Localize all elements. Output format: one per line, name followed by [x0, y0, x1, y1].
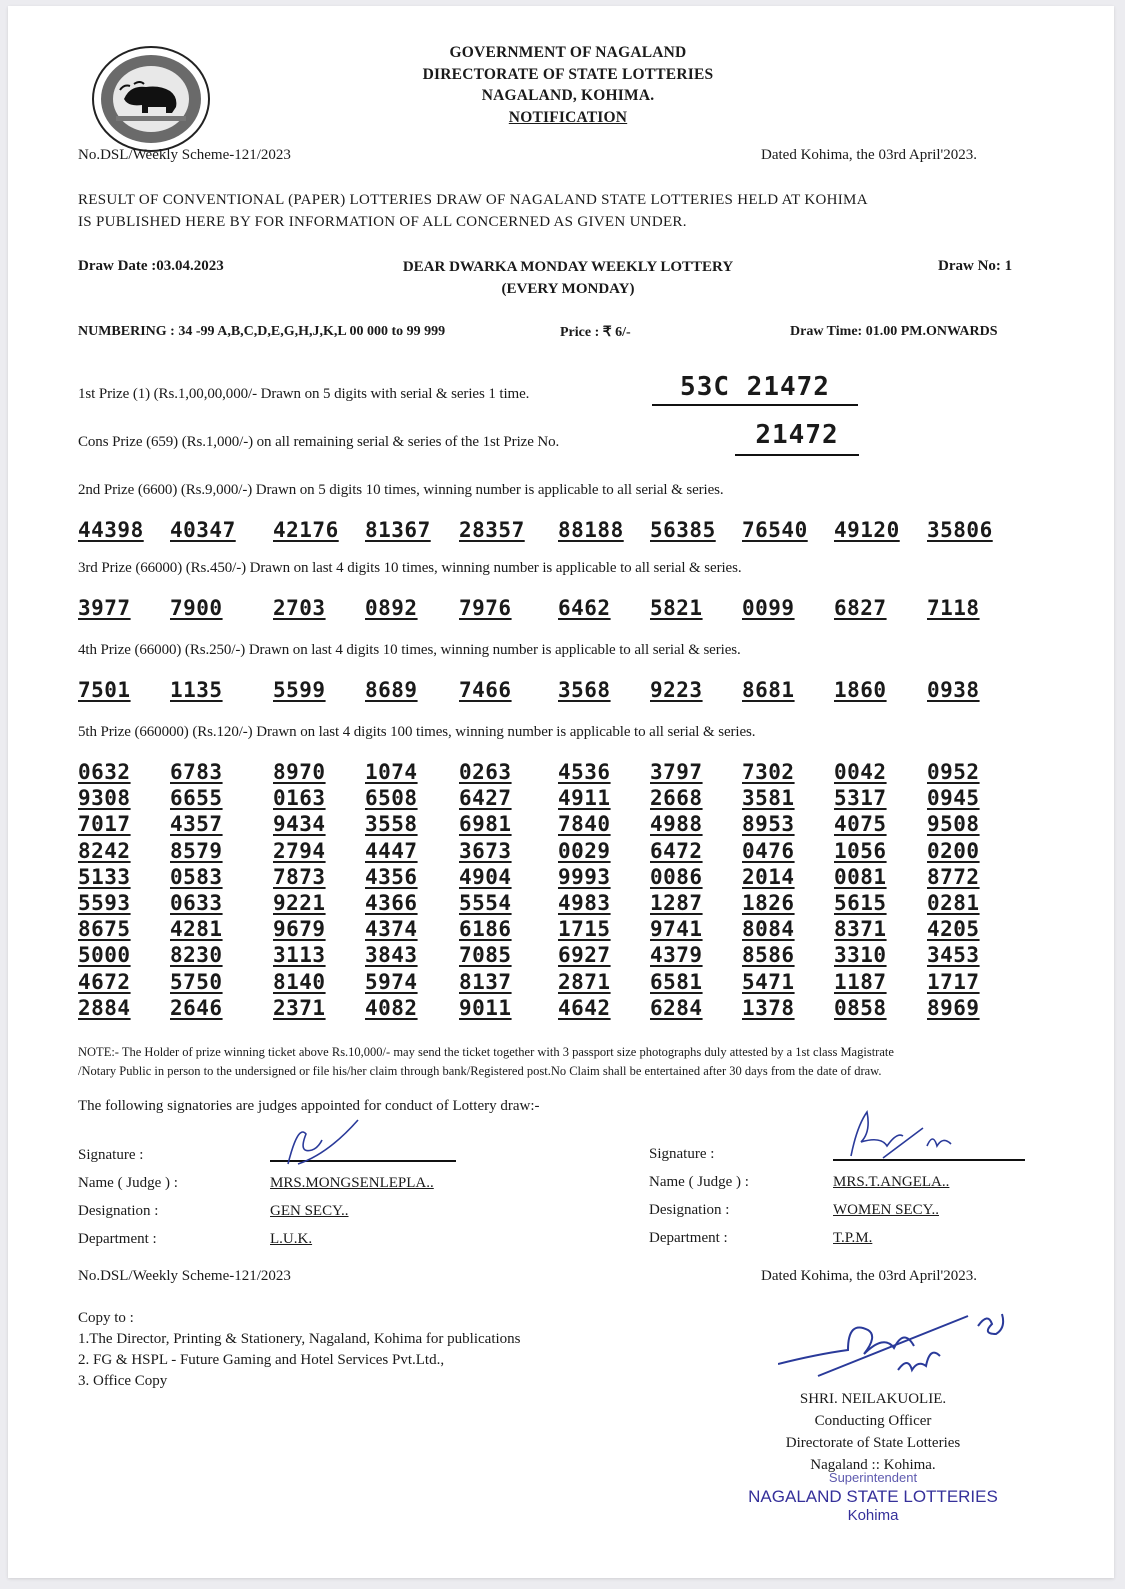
fifth-prize-row [78, 943, 1078, 969]
winning-number: 7900 [170, 596, 223, 620]
winning-number: 3310 [834, 943, 887, 968]
winning-number: 1056 [834, 838, 887, 863]
winning-number: 6508 [365, 786, 418, 811]
winning-number: 7840 [558, 812, 611, 837]
winning-number: 4447 [365, 838, 418, 863]
winning-number: 4356 [365, 864, 418, 889]
winning-number: 8586 [742, 943, 795, 968]
conducting-officer-block [748, 1388, 998, 1476]
winning-number: 3568 [558, 678, 611, 702]
winning-number: 8579 [170, 838, 223, 863]
winning-number: 0163 [273, 786, 326, 811]
judge-2-labels [649, 1140, 749, 1252]
winning-number: 4379 [650, 943, 703, 968]
winning-number: 5471 [742, 969, 795, 994]
signature-label: Signature : [78, 1147, 144, 1163]
winning-number: 2871 [558, 969, 611, 994]
winning-number: 5317 [834, 786, 887, 811]
winning-number: 4374 [365, 917, 418, 942]
winning-number: 88188 [558, 518, 624, 542]
header-line-directorate: DIRECTORATE OF STATE LOTTERIES [422, 65, 714, 83]
draw-time: Draw Time: 01.00 PM.ONWARDS [790, 324, 998, 339]
winning-number: 8675 [78, 917, 131, 942]
stamp-line-2: NAGALAND STATE LOTTERIES [748, 1487, 998, 1506]
letterhead [368, 42, 768, 128]
winning-number: 0476 [742, 838, 795, 863]
draw-number: Draw No: 1 [938, 258, 1013, 274]
winning-number: 8772 [927, 864, 980, 889]
winning-number: 4357 [170, 812, 223, 837]
copy-to-item: 2. FG & HSPL - Future Gaming and Hotel Services Pvt.Ltd., [78, 1352, 445, 1368]
name-label: Name ( Judge ) : [649, 1174, 749, 1190]
intro-paragraph [78, 189, 868, 233]
fifth-prize-row [78, 917, 1078, 943]
winning-number: 0200 [927, 838, 980, 863]
fifth-prize-row [78, 996, 1078, 1022]
winning-number: 6186 [459, 917, 512, 942]
judge-2-signature [843, 1106, 983, 1171]
fourth-prize-numbers [78, 678, 1078, 708]
winning-number: 4911 [558, 786, 611, 811]
copy-to-block [78, 1308, 521, 1392]
department-label: Department : [78, 1231, 157, 1247]
winning-number: 3673 [459, 838, 512, 863]
winning-number: 3113 [273, 943, 326, 968]
winning-number: 8084 [742, 917, 795, 942]
copy-to-item: 1.The Director, Printing & Stationery, Nagaland, Kohima for publications [78, 1331, 521, 1347]
official-stamp [728, 1468, 1018, 1525]
header-notification-title: NOTIFICATION [508, 108, 628, 126]
winning-number: 9308 [78, 786, 131, 811]
fifth-prize-description: 5th Prize (660000) (Rs.120/-) Drawn on last 4 digits 100 times, winning number is applicable to all serial & series. [78, 724, 756, 740]
winning-number: 9508 [927, 812, 980, 837]
numbering-info: NUMBERING : 34 -99 A,B,C,D,E,G,H,J,K,L 00 000 to 99 999 [78, 324, 446, 339]
draw-date: Draw Date :03.04.2023 [78, 258, 224, 274]
third-prize-numbers [78, 596, 1078, 626]
winning-number: 0858 [834, 995, 887, 1020]
winning-number: 6655 [170, 786, 223, 811]
intro-line-1: RESULT OF CONVENTIONAL (PAPER) LOTTERIES DRAW OF NAGALAND STATE LOTTERIES HELD AT KOHIMA [78, 192, 868, 208]
winning-number: 0029 [558, 838, 611, 863]
fifth-prize-row [78, 891, 1078, 917]
winning-number: 0938 [927, 678, 980, 702]
claim-note [78, 1043, 1048, 1081]
winning-number: 1860 [834, 678, 887, 702]
winning-number: 1135 [170, 678, 223, 702]
winning-number: 5554 [459, 891, 512, 915]
winning-number: 1717 [927, 969, 980, 994]
winning-number: 4988 [650, 812, 703, 837]
winning-number: 1187 [834, 969, 887, 994]
winning-number: 2371 [273, 995, 326, 1020]
judge-2-details [833, 1168, 949, 1252]
cons-prize-description: Cons Prize (659) (Rs.1,000/-) on all remaining serial & series of the 1st Prize No. [78, 434, 560, 450]
cons-prize-number: 21472 [755, 420, 839, 450]
winning-number: 3558 [365, 812, 418, 837]
winning-number: 8140 [273, 969, 326, 994]
officer-title: Conducting Officer [814, 1413, 932, 1429]
officer-org: Directorate of State Lotteries [785, 1435, 961, 1451]
winning-number: 2668 [650, 786, 703, 811]
officer-place: Nagaland :: Kohima. [810, 1457, 936, 1473]
winning-number: 8953 [742, 812, 795, 837]
copy-to-label: Copy to : [78, 1310, 134, 1326]
winning-number: 8371 [834, 917, 887, 942]
winning-number: 5599 [273, 678, 326, 702]
winning-number: 8970 [273, 760, 326, 784]
winning-number: 6427 [459, 786, 512, 811]
designation-label: Designation : [78, 1203, 159, 1219]
winning-number: 4536 [558, 760, 611, 784]
claim-note-line-2: /Notary Public in person to the undersigned or file his/her claim through bank/Registered post.No Claim shall be entertained after 30 days from the date of draw. [78, 1064, 882, 1078]
judge-1-labels [78, 1141, 178, 1253]
header-line-government: GOVERNMENT OF NAGALAND [449, 44, 687, 61]
claim-note-line-1: NOTE:- The Holder of prize winning ticket above Rs.10,000/- may send the ticket together with 3 passport size photographs duly attested by a 1st class Magistrate [78, 1045, 894, 1059]
winning-number: 8969 [927, 995, 980, 1020]
fifth-prize-row [78, 970, 1078, 996]
officer-name: SHRI. NEILAKUOLIE. [799, 1391, 947, 1407]
winning-number: 8681 [742, 678, 795, 702]
fifth-prize-row [78, 786, 1078, 812]
winning-number: 0633 [170, 891, 223, 915]
winning-number: 9221 [273, 891, 326, 915]
lottery-title-block [338, 256, 798, 300]
third-prize-description: 3rd Prize (66000) (Rs.450/-) Drawn on last 4 digits 10 times, winning number is applicable to all serial & series. [78, 560, 742, 576]
winning-number: 5133 [78, 864, 131, 889]
reference-number: No.DSL/Weekly Scheme-121/2023 [78, 147, 291, 163]
judge-1-designation: GEN SECY.. [270, 1203, 349, 1219]
winning-number: 5000 [78, 943, 131, 968]
winning-number: 5821 [650, 596, 703, 620]
winning-number: 2703 [273, 596, 326, 620]
winning-number: 49120 [834, 518, 900, 542]
notification-page [8, 6, 1114, 1578]
winning-number: 2646 [170, 995, 223, 1020]
department-label: Department : [649, 1230, 728, 1246]
winning-number: 5615 [834, 891, 887, 915]
winning-number: 1826 [742, 891, 795, 915]
winning-number: 76540 [742, 518, 808, 542]
winning-number: 4672 [78, 969, 131, 994]
winning-number: 6284 [650, 995, 703, 1020]
winning-number: 7466 [459, 678, 512, 702]
winning-number: 2014 [742, 864, 795, 889]
winning-number: 1287 [650, 891, 703, 915]
winning-number: 7501 [78, 678, 131, 702]
ticket-price: Price : ₹ 6/- [560, 325, 631, 340]
winning-number: 0952 [927, 760, 980, 784]
winning-number: 6981 [459, 812, 512, 837]
designation-label: Designation : [649, 1202, 730, 1218]
judge-1-name: MRS.MONGSENLEPLA.. [270, 1175, 434, 1191]
dated-line: Dated Kohima, the 03rd April'2023. [761, 147, 977, 163]
footer-reference-number: No.DSL/Weekly Scheme-121/2023 [78, 1268, 291, 1284]
winning-number: 4082 [365, 995, 418, 1020]
winning-number: 44398 [78, 518, 144, 542]
winning-number: 1074 [365, 760, 418, 784]
winning-number: 1715 [558, 917, 611, 942]
winning-number: 8689 [365, 678, 418, 702]
fifth-prize-row [78, 812, 1078, 838]
winning-number: 6581 [650, 969, 703, 994]
first-prize-number-box [652, 372, 858, 406]
second-prize-description: 2nd Prize (6600) (Rs.9,000/-) Drawn on 5 digits 10 times, winning number is applicable to all serial & series. [78, 482, 724, 498]
winning-number: 8242 [78, 838, 131, 863]
winning-number: 0086 [650, 864, 703, 889]
lottery-subtitle: (EVERY MONDAY) [501, 281, 635, 297]
winning-number: 6462 [558, 596, 611, 620]
winning-number: 5750 [170, 969, 223, 994]
winning-number: 4366 [365, 891, 418, 915]
signature-label: Signature : [649, 1146, 715, 1162]
winning-number: 1378 [742, 995, 795, 1020]
winning-number: 35806 [927, 518, 993, 542]
winning-number: 56385 [650, 518, 716, 542]
stamp-line-3: Kohima [847, 1507, 899, 1524]
intro-line-2: IS PUBLISHED HERE BY FOR INFORMATION OF ALL CONCERNED AS GIVEN UNDER. [78, 214, 687, 230]
winning-number: 4205 [927, 917, 980, 942]
winning-number: 0945 [927, 786, 980, 811]
winning-number: 42176 [273, 518, 339, 542]
government-of-nagaland-emblem-icon [90, 44, 212, 154]
winning-number: 0281 [927, 891, 980, 915]
winning-number: 0263 [459, 760, 512, 784]
winning-number: 81367 [365, 518, 431, 542]
winning-number: 0081 [834, 864, 887, 889]
winning-number: 5593 [78, 891, 131, 915]
judge-2-department: T.P.M. [833, 1230, 873, 1246]
winning-number: 2794 [273, 838, 326, 863]
winning-number: 9741 [650, 917, 703, 942]
footer-dated-line: Dated Kohima, the 03rd April'2023. [761, 1268, 977, 1284]
winning-number: 4642 [558, 995, 611, 1020]
winning-number: 40347 [170, 518, 236, 542]
officer-signature [778, 1306, 1028, 1391]
winning-number: 9011 [459, 995, 512, 1020]
name-label: Name ( Judge ) : [78, 1175, 178, 1191]
header-line-place: NAGALAND, KOHIMA. [481, 87, 655, 104]
winning-number: 6472 [650, 838, 703, 863]
winning-number: 7017 [78, 812, 131, 837]
winning-number: 9223 [650, 678, 703, 702]
winning-number: 8230 [170, 943, 223, 968]
winning-number: 3843 [365, 943, 418, 968]
winning-number: 7118 [927, 596, 980, 620]
lottery-title: DEAR DWARKA MONDAY WEEKLY LOTTERY [402, 259, 734, 275]
winning-number: 7873 [273, 864, 326, 889]
second-prize-numbers [78, 518, 1078, 548]
copy-to-item: 3. Office Copy [78, 1373, 168, 1389]
winning-number: 9679 [273, 917, 326, 942]
winning-number: 4904 [459, 864, 512, 889]
winning-number: 4075 [834, 812, 887, 837]
winning-number: 8137 [459, 969, 512, 994]
fifth-prize-row [78, 839, 1078, 865]
stamp-line-1: Superintendent [828, 1470, 918, 1485]
winning-number: 6927 [558, 943, 611, 968]
winning-number: 9434 [273, 812, 326, 837]
winning-number: 0632 [78, 760, 131, 784]
winning-number: 0099 [742, 596, 795, 620]
winning-number: 9993 [558, 864, 611, 889]
fifth-prize-row [78, 760, 1078, 786]
judges-intro: The following signatories are judges appointed for conduct of Lottery draw:- [78, 1098, 540, 1114]
winning-number: 3581 [742, 786, 795, 811]
winning-number: 0892 [365, 596, 418, 620]
judge-2-name: MRS.T.ANGELA.. [833, 1174, 950, 1190]
winning-number: 3797 [650, 760, 703, 784]
first-prize-number: 53C 21472 [680, 372, 830, 402]
winning-number: 4983 [558, 891, 611, 915]
judge-1-department: L.U.K. [270, 1231, 313, 1247]
winning-number: 4281 [170, 917, 223, 942]
fifth-prize-row [78, 865, 1078, 891]
judge-1-details [270, 1169, 434, 1253]
first-prize-description: 1st Prize (1) (Rs.1,00,00,000/- Drawn on 5 digits with serial & series 1 time. [78, 386, 530, 402]
winning-number: 3977 [78, 596, 131, 620]
winning-number: 0042 [834, 760, 887, 784]
winning-number: 2884 [78, 995, 131, 1020]
winning-number: 7085 [459, 943, 512, 968]
cons-prize-number-box [735, 420, 859, 456]
winning-number: 7302 [742, 760, 795, 784]
winning-number: 0583 [170, 864, 223, 889]
winning-number: 7976 [459, 596, 512, 620]
winning-number: 6783 [170, 760, 223, 784]
winning-number: 6827 [834, 596, 887, 620]
judge-2-designation: WOMEN SECY.. [833, 1202, 939, 1218]
fourth-prize-description: 4th Prize (66000) (Rs.250/-) Drawn on last 4 digits 10 times, winning number is applicable to all serial & series. [78, 642, 741, 658]
winning-number: 3453 [927, 943, 980, 968]
winning-number: 5974 [365, 969, 418, 994]
winning-number: 28357 [459, 518, 525, 542]
